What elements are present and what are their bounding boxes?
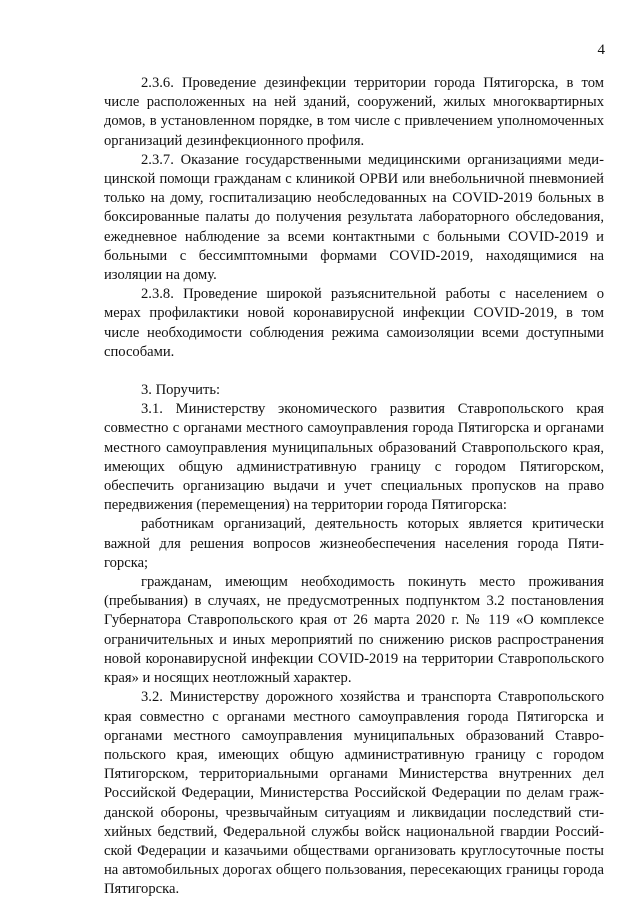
- paragraph-2-3-8: 2.3.8. Проведение широкой разъяснительной работы с населением о мерах профилактики новой коронавирусной инфекции COVID-2019, в том числе необходимости соблюдения режима самоизоляции всеми доступными способами.: [104, 286, 604, 360]
- paragraph-2-3-7: 2.3.7. Оказание государственными медицинскими организациями медицинской помощи гражданам с клиникой ОРВИ или внебольничной пневмонией только на дому, госпитализацию необследованных на COVID-2019 больных в боксированные палаты до получения результата лабораторного обследования, ежедневное наблюдение за всеми контактными с больными COVID-2019 и больными с бессимптомными формами COVID-2019, находящимися на изоляции на дому.: [104, 151, 604, 284]
- paragraph-3-2: 3.2. Министерству дорожного хозяйства и транспорта Ставропольского края совместно с органами местного самоуправления города Пятигорска и органами местного самоуправления муниципальных образований Ставропольского края, имеющих общую административную границу с городом Пятигорском, территориальными органами Министерства внутренних дел Российской Федерации, Министерства Российской Федерации по делам гражданской обороны, чрезвычайным ситуациям и ликвидации последствий стихийных бедствий, Федеральной службы войск национальной гвардии Российской Федерации и казачьими обществами организовать круглосуточные посты на автомобильных дорогах общего пользования, пересекающих границы города Пятигорска.: [104, 689, 604, 898]
- paragraph-2-3-6: 2.3.6. Проведение дезинфекции территории города Пятигорска, в том числе расположенных на ней зданий, сооружений, жилых многоквартирных домов, в установленном порядке, в том числе с привлечением уполномоченных организаций дезинфекционного профиля.: [104, 75, 604, 149]
- paragraph-3-1: 3.1. Министерству экономического развития Ставропольского края совместно с органами местного самоуправления города Пятигорска и органами местного самоуправления муниципальных образований Ставропольского края, имеющих общую административную границу с городом Пятигорском, обеспечить организацию выдачи и учет специальных пропусков на право передвижения (перемещения) на территории города Пятигорска:: [104, 401, 604, 514]
- document-body: [104, 74, 604, 900]
- paragraph-citizens: гражданам, имеющим необходимость покинуть место проживания (пребывания) в случаях, не предусмотренных подпунктом 3.2 постановления Губернатора Ставропольского края от 26 марта 2020 г. № 119 «О комплексе ограничительных и иных мероприятий по снижению рисков распространения новой коронавирусной инфекции COVID-2019 на территории Ставропольского края» и носящих неотложный характер.: [104, 574, 604, 687]
- section-gap: [104, 362, 604, 381]
- paragraph-workers: работникам организаций, деятельность которых является критически важной для решения вопросов жизнеобеспечения населения города Пятигорска;: [104, 516, 604, 571]
- section-3-heading: 3. Поручить:: [141, 382, 221, 399]
- page-number: 4: [597, 42, 605, 58]
